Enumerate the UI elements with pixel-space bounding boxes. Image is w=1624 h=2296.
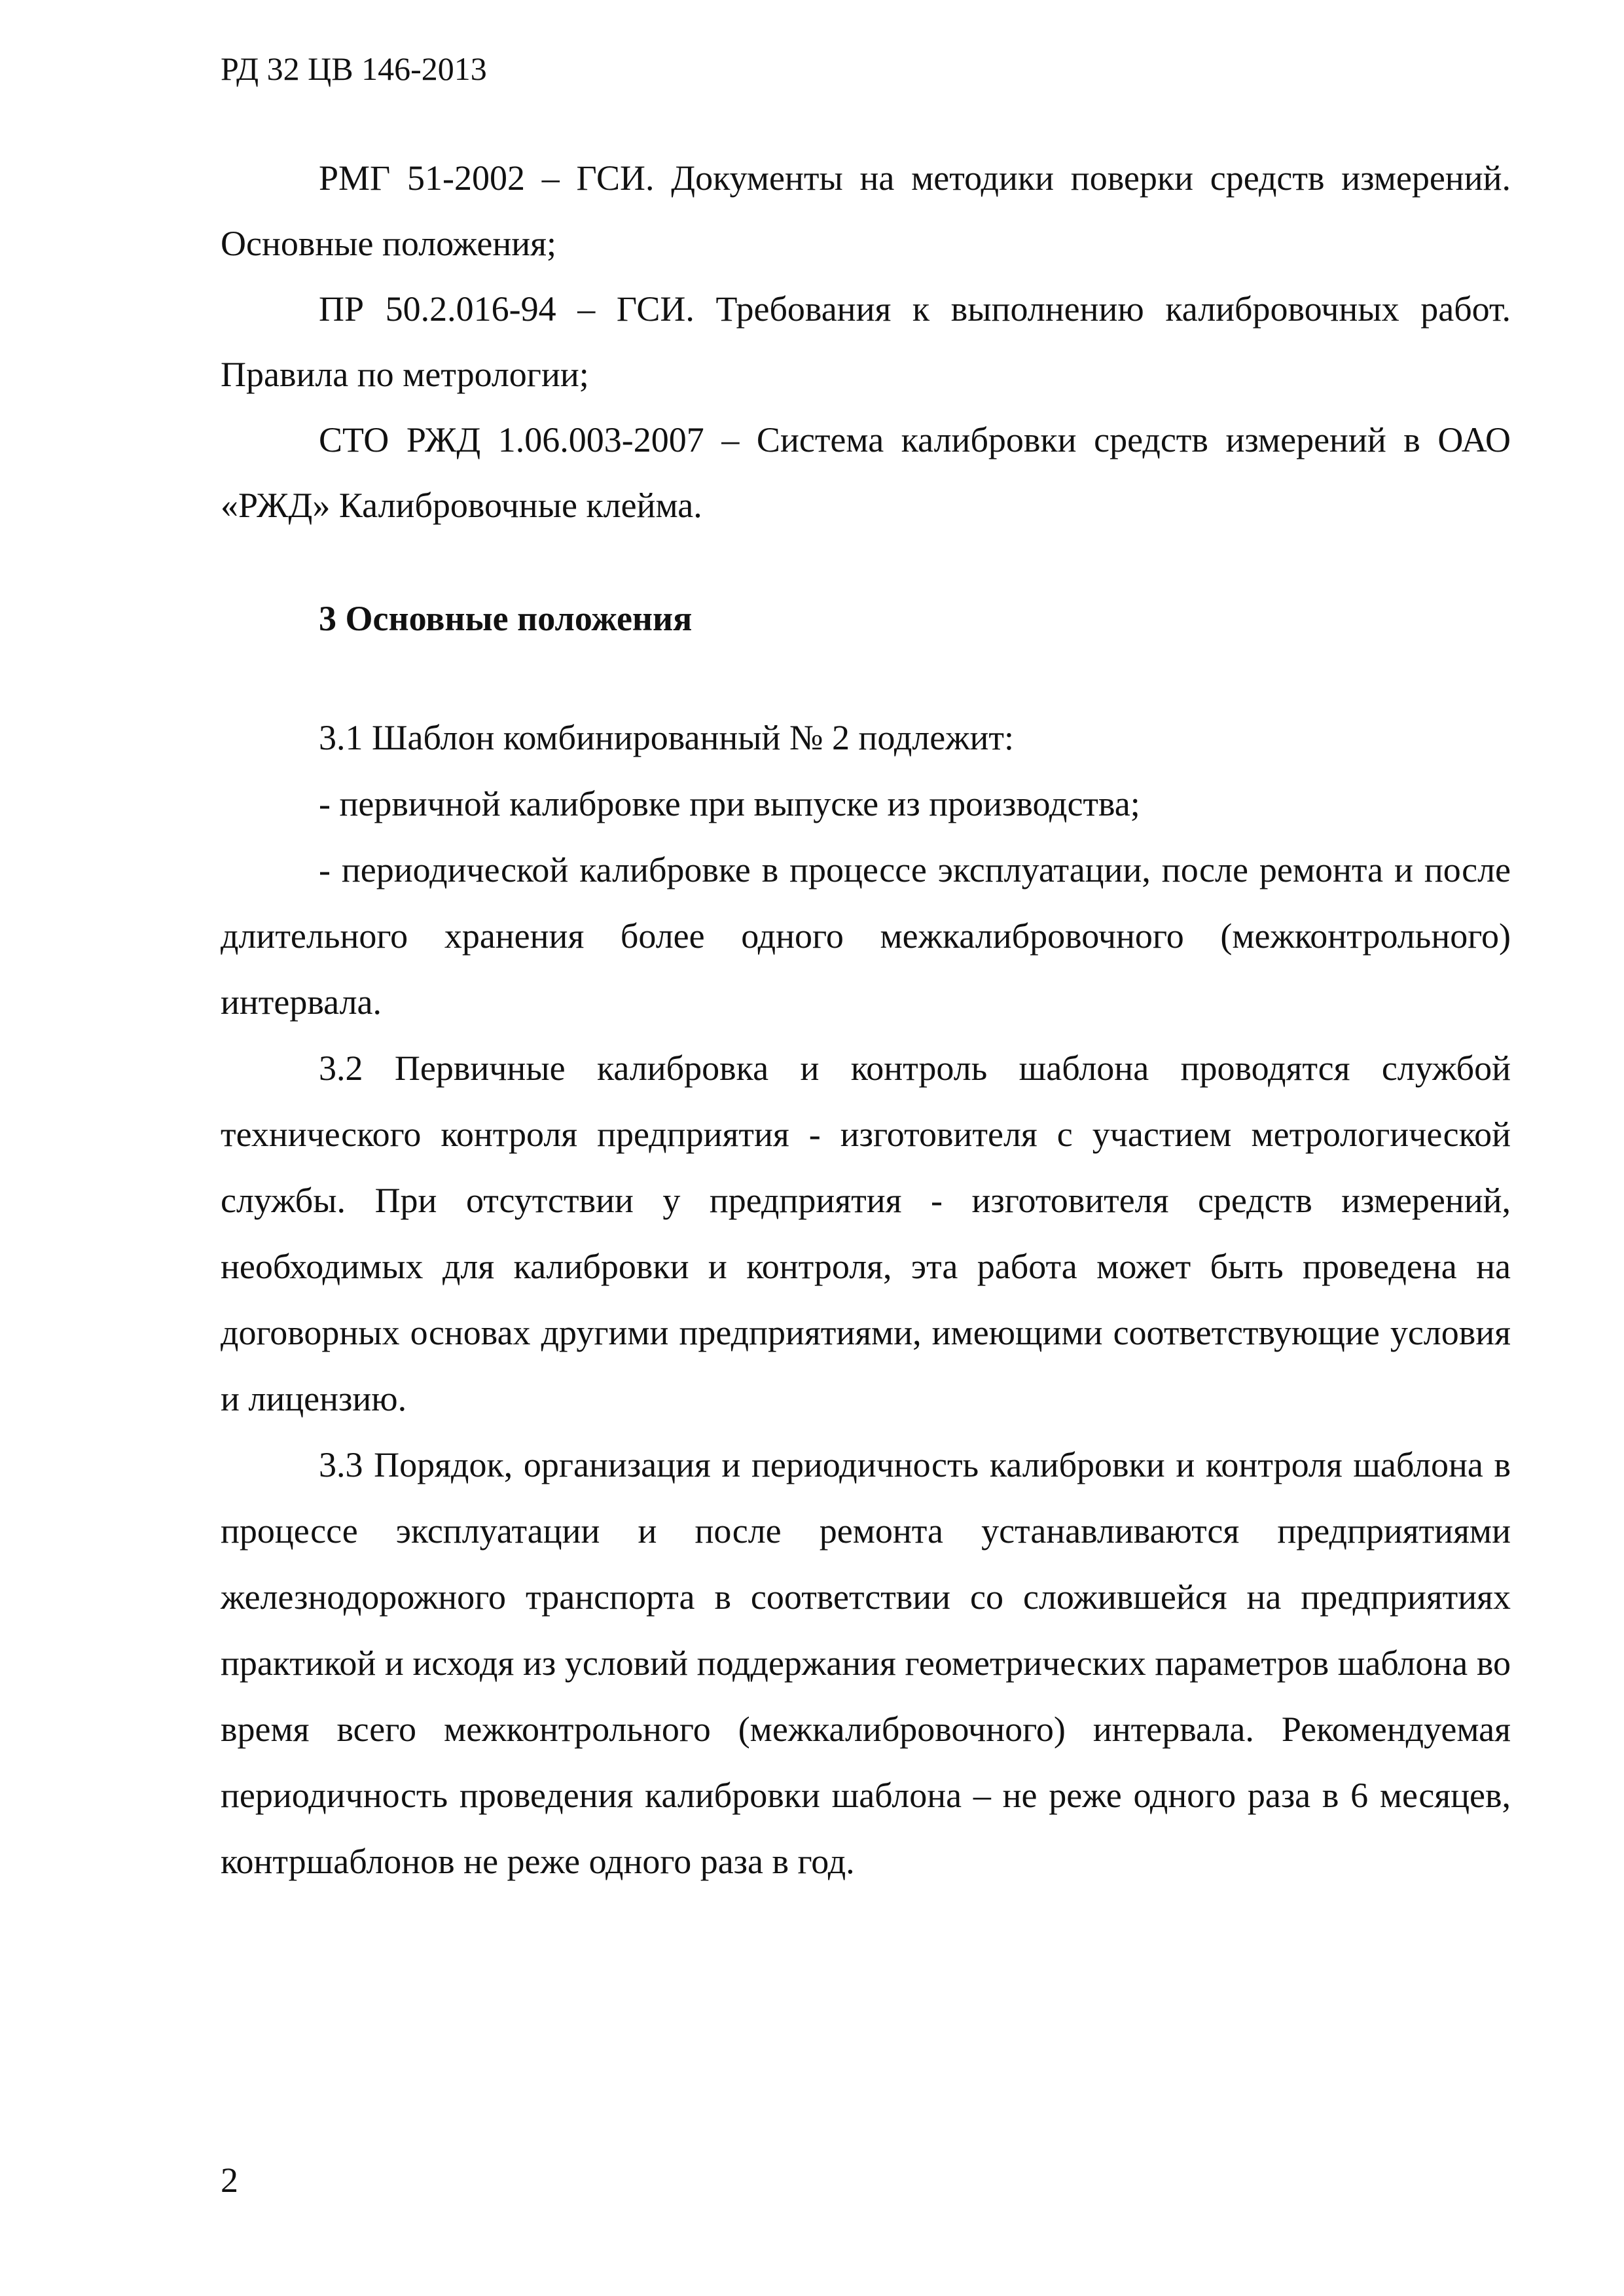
reference-item: РМГ 51-2002 – ГСИ. Документы на методики поверки средств измерений. Основные положения; [221,158,1511,263]
section-paragraph: 3.2 Первичные калибровка и контроль шаблона проводятся службой технического контроля предприятия - изготовителя с участием метрологической службы. При отсутствии у предприятия - изготовителя средств измерений, необходимых для калибровки и контроля, эта работа может быть проведена на договорных основах другими предприятиями, имеющими соответствующие условия и лицензию. [221,1049,1511,1418]
section-paragraph: 3.1 Шаблон комбинированный № 2 подлежит: [319,718,1015,757]
document-body [221,145,1511,1895]
page-number: 2 [221,2161,238,2200]
reference-item: СТО РЖД 1.06.003-2007 – Система калибровки средств измерений в ОАО «РЖД» Калибровочные клейма. [221,420,1511,525]
section-paragraph: - периодической калибровке в процессе эксплуатации, после ремонта и после длительного хранения более одного межкалибровочного (межконтрольного) интервала. [221,850,1511,1022]
section-paragraph: 3.3 Порядок, организация и периодичность калибровки и контроля шаблона в процессе эксплуатации и после ремонта устанавливаются предприятиями железнодорожного транспорта в соответствии со сложившейся на предприятиях практикой и исходя из условий поддержания геометрических параметров шаблона во время всего межконтрольного (межкалибровочного) интервала. Рекомендуемая периодичность проведения калибровки шаблона – не реже одного раза в 6 месяцев, контршаблонов не реже одного раза в год. [221,1445,1511,1881]
section-paragraph: - первичной калибровке при выпуске из производства; [319,784,1140,823]
document-code-header: РД 32 ЦВ 146-2013 [221,50,487,87]
section-heading: 3 Основные положения [319,599,693,638]
reference-item: ПР 50.2.016-94 – ГСИ. Требования к выполнению калибровочных работ. Правила по метрологии; [221,289,1511,394]
